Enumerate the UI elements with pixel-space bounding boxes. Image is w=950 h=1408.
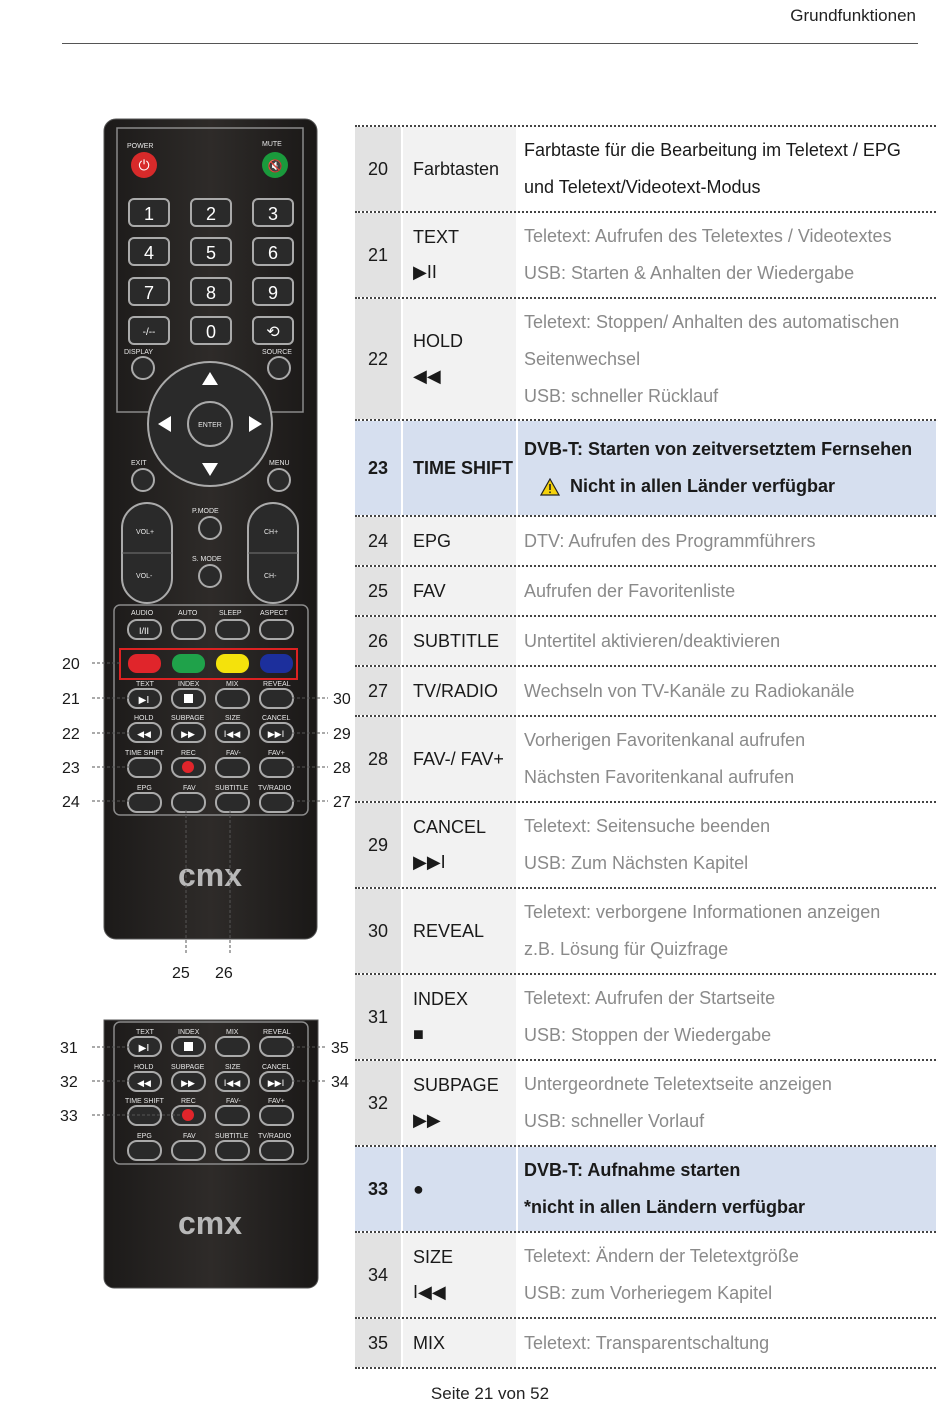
- table-row: [355, 1061, 936, 1147]
- callout-35: 35: [331, 1040, 349, 1057]
- description-line: USB: Zum Nächsten Kapitel: [524, 853, 749, 873]
- svg-text:TIME SHIFT: TIME SHIFT: [125, 1098, 164, 1105]
- row-number: 29: [355, 803, 403, 887]
- table-row: [355, 1319, 936, 1369]
- numkey-7: 7: [143, 283, 155, 303]
- table-row: [355, 1147, 936, 1233]
- row-number: 23: [355, 421, 403, 515]
- key-label: ▶▶I: [413, 852, 446, 872]
- dash-key: -/--: [142, 327, 156, 338]
- menu-button: [268, 469, 290, 491]
- brand-logo: cmx: [177, 857, 243, 893]
- row-key: [403, 617, 518, 665]
- power-label: POWER: [127, 143, 154, 150]
- svg-text:SIZE: SIZE: [225, 1064, 241, 1071]
- svg-text:FAV-: FAV-: [226, 750, 241, 757]
- svg-text:SIZE: SIZE: [225, 715, 241, 722]
- row-key: [403, 1147, 518, 1231]
- row-number: 30: [355, 889, 403, 973]
- remote-detail: [104, 1020, 318, 1288]
- svg-text:REVEAL: REVEAL: [263, 1029, 291, 1036]
- row-number: 27: [355, 667, 403, 715]
- row-key: [403, 1319, 518, 1367]
- numkey-6: 6: [267, 243, 279, 263]
- mute-icon: 🔇: [267, 159, 283, 173]
- row-key: [403, 889, 518, 973]
- callout-20: 20: [62, 656, 80, 673]
- key-label: TV/RADIO: [413, 680, 499, 701]
- description-line: und Teletext/Videotext-Modus: [524, 177, 761, 197]
- row-number: 22: [355, 299, 403, 419]
- description-line: Aufrufen der Favoritenliste: [524, 580, 736, 601]
- row-description: [518, 213, 936, 297]
- display-label: DISPLAY: [124, 349, 154, 356]
- recall-icon: ⟲: [266, 322, 280, 341]
- svg-text:CANCEL: CANCEL: [262, 1064, 291, 1071]
- key-label: MIX: [413, 1332, 446, 1353]
- description-line: *nicht in allen Ländern verfügbar: [524, 1197, 806, 1217]
- key-label: ▶▶: [413, 1110, 441, 1130]
- svg-text:CANCEL: CANCEL: [262, 715, 291, 722]
- svg-text:SLEEP: SLEEP: [219, 610, 242, 617]
- key-label: FAV: [413, 580, 446, 601]
- warning-text: Nicht in allen Länder verfügbar: [570, 476, 836, 496]
- numkey-4: 4: [143, 243, 155, 263]
- row-key: [403, 717, 518, 801]
- row-description: [518, 1061, 936, 1145]
- row-number: 33: [355, 1147, 403, 1231]
- yellow-key: [216, 654, 249, 673]
- numkey-5: 5: [205, 243, 217, 263]
- callout-34: 34: [331, 1074, 349, 1091]
- svg-text:▶▶I: ▶▶I: [267, 1079, 285, 1089]
- callout-29: 29: [333, 726, 351, 743]
- description-line: z.B. Lösung für Quizfrage: [524, 939, 729, 959]
- svg-text:ASPECT: ASPECT: [260, 610, 289, 617]
- svg-text:AUTO: AUTO: [178, 610, 198, 617]
- menu-label: MENU: [269, 460, 290, 467]
- svg-text:MIX: MIX: [226, 681, 239, 688]
- key-label: TEXT: [413, 227, 460, 247]
- row-key: [403, 975, 518, 1059]
- table-row: [355, 889, 936, 975]
- header-title: Grundfunktionen: [790, 6, 916, 25]
- row-description: [518, 667, 936, 715]
- svg-text:TV/RADIO: TV/RADIO: [258, 1133, 292, 1140]
- row-description: [518, 421, 936, 515]
- description-line: USB: zum Vorheriegem Kapitel: [524, 1283, 773, 1303]
- callout-21: 21: [62, 691, 80, 708]
- prev-icon: I◀◀: [223, 730, 241, 740]
- description-line: Teletext: Aufrufen des Teletextes / Videotextes: [524, 226, 892, 246]
- row-description: [518, 975, 936, 1059]
- description-line: Teletext: verborgene Informationen anzeigen: [524, 902, 881, 922]
- svg-text:FAV-: FAV-: [226, 1098, 241, 1105]
- key-label: FAV-/ FAV+: [413, 748, 504, 769]
- rec-icon: [182, 761, 194, 773]
- svg-text:INDEX: INDEX: [178, 681, 200, 688]
- svg-text:▶▶: ▶▶: [181, 1079, 195, 1089]
- callout-27: 27: [333, 794, 351, 811]
- description-line: Teletext: Ändern der Teletextgröße: [524, 1246, 799, 1266]
- key-label: HOLD: [413, 331, 464, 351]
- svg-text:FAV+: FAV+: [268, 1098, 285, 1105]
- description-line: Seitenwechsel: [524, 348, 641, 369]
- description-line: Teletext: Aufrufen der Startseite: [524, 988, 776, 1008]
- table-row: [355, 803, 936, 889]
- mute-label: MUTE: [262, 141, 282, 148]
- power-icon: ⏻: [138, 158, 150, 174]
- pmode-button: [199, 517, 221, 539]
- play-pause-icon: ▶I: [138, 695, 150, 706]
- source-label: SOURCE: [262, 349, 292, 356]
- function-table: [355, 125, 936, 1369]
- row-number: 28: [355, 717, 403, 801]
- svg-text:SUBTITLE: SUBTITLE: [215, 785, 249, 792]
- svg-text:MIX: MIX: [226, 1029, 239, 1036]
- key-label: Farbtasten: [413, 158, 500, 179]
- enter-label: ENTER: [198, 422, 222, 429]
- svg-text:◀◀: ◀◀: [137, 1079, 151, 1089]
- row-key: [403, 213, 518, 297]
- svg-text:REVEAL: REVEAL: [263, 681, 291, 688]
- description-line: Wechseln von TV-Kanäle zu Radiokanäle: [524, 680, 855, 701]
- callout-28: 28: [333, 760, 351, 777]
- smode-label: S. MODE: [192, 556, 222, 563]
- row-description: [518, 717, 936, 801]
- key-label: SIZE: [413, 1247, 454, 1267]
- svg-text:FAV: FAV: [183, 1133, 196, 1140]
- key-label: I◀◀: [413, 1282, 446, 1302]
- row-description: [518, 1233, 936, 1317]
- exit-label: EXIT: [131, 460, 147, 467]
- svg-text:▶I: ▶I: [138, 1043, 150, 1054]
- key-label: TIME SHIFT: [413, 457, 513, 478]
- svg-text:INDEX: INDEX: [178, 1029, 200, 1036]
- rewind-icon: ◀◀: [137, 730, 151, 740]
- svg-text:TIME SHIFT: TIME SHIFT: [125, 750, 164, 757]
- callout-22: 22: [62, 726, 80, 743]
- description-line: Untergeordnete Teletextseite anzeigen: [524, 1074, 832, 1094]
- description-line: DVB-T: Starten von zeitversetztem Fernsehen: [524, 439, 913, 459]
- numkey-1: 1: [143, 204, 155, 224]
- svg-text:FAV: FAV: [183, 785, 196, 792]
- svg-text:HOLD: HOLD: [134, 1064, 154, 1071]
- numkey-3: 3: [267, 204, 279, 224]
- key-label: ◀◀: [413, 366, 441, 386]
- row-description: [518, 567, 936, 615]
- green-key: [172, 654, 205, 673]
- callout-31: 31: [60, 1040, 78, 1057]
- row-description: [518, 1147, 936, 1231]
- table-row: [355, 213, 936, 299]
- row-description: [518, 299, 936, 419]
- description-line: Nächsten Favoritenkanal aufrufen: [524, 767, 795, 787]
- row-key: [403, 667, 518, 715]
- table-row: [355, 975, 936, 1061]
- table-row: [355, 127, 936, 213]
- callout-24: 24: [62, 794, 80, 811]
- callout-26: 26: [215, 965, 233, 982]
- table-row: [355, 667, 936, 717]
- chm-label: CH-: [264, 573, 277, 580]
- description-line: Teletext: Stoppen/ Anhalten des automatischen: [524, 311, 900, 332]
- row-number: 24: [355, 517, 403, 565]
- description-line: Untertitel aktivieren/deaktivieren: [524, 630, 781, 651]
- table-row: [355, 617, 936, 667]
- row-key: [403, 517, 518, 565]
- svg-text:TEXT: TEXT: [136, 1029, 154, 1036]
- chp-label: CH+: [264, 529, 279, 536]
- svg-text:HOLD: HOLD: [134, 715, 154, 722]
- exit-button: [132, 469, 154, 491]
- svg-text:cmx: cmx: [177, 1205, 243, 1241]
- description-line: Farbtaste für die Bearbeitung im Teletext / EPG: [524, 140, 901, 160]
- row-key: [403, 567, 518, 615]
- key-label: ▶II: [413, 262, 437, 282]
- svg-text:I/II: I/II: [138, 626, 150, 636]
- description-line: DTV: Aufrufen des Programmführers: [524, 530, 816, 551]
- smode-button: [199, 565, 221, 587]
- table-row: [355, 567, 936, 617]
- table-row: [355, 421, 936, 517]
- svg-text:AUDIO: AUDIO: [131, 610, 154, 617]
- row-description: [518, 617, 936, 665]
- table-row: [355, 517, 936, 567]
- row-number: 20: [355, 127, 403, 211]
- description-line: USB: Stoppen der Wiedergabe: [524, 1025, 772, 1045]
- page-footer: Seite 21 von 52: [430, 1384, 550, 1403]
- numkey-2: 2: [205, 204, 217, 224]
- red-key: [128, 654, 161, 673]
- row-number: 31: [355, 975, 403, 1059]
- svg-text:FAV+: FAV+: [268, 750, 285, 757]
- callout-30: 30: [333, 691, 351, 708]
- svg-text:REC: REC: [181, 1098, 196, 1105]
- numkey-8: 8: [205, 283, 217, 303]
- key-label: ■: [413, 1024, 424, 1044]
- row-key: [403, 803, 518, 887]
- warning-icon: [540, 478, 560, 496]
- source-button: [268, 357, 290, 379]
- svg-text:TV/RADIO: TV/RADIO: [258, 785, 292, 792]
- next-icon: ▶▶I: [267, 730, 285, 740]
- callout-25: 25: [172, 965, 190, 982]
- key-label: INDEX: [413, 989, 469, 1009]
- svg-text:SUBPAGE: SUBPAGE: [171, 715, 205, 722]
- forward-icon: ▶▶: [181, 730, 195, 740]
- row-description: [518, 889, 936, 973]
- svg-text:SUBTITLE: SUBTITLE: [215, 1133, 249, 1140]
- description-line: DVB-T: Aufnahme starten: [524, 1160, 741, 1180]
- blue-key: [260, 654, 293, 673]
- row-description: [518, 127, 936, 211]
- row-key: [403, 421, 518, 515]
- numkey-0: 0: [205, 322, 217, 342]
- svg-text:EPG: EPG: [137, 785, 152, 792]
- description-line: USB: Starten & Anhalten der Wiedergabe: [524, 263, 855, 283]
- volm-label: VOL-: [136, 573, 153, 580]
- pmode-label: P.MODE: [192, 508, 219, 515]
- key-label: SUBTITLE: [413, 630, 500, 651]
- numkey-9: 9: [267, 283, 279, 303]
- key-label: EPG: [413, 530, 452, 551]
- svg-text:TEXT: TEXT: [136, 681, 154, 688]
- remote-illustration: [0, 0, 355, 1300]
- warning-line: [524, 468, 930, 505]
- row-key: [403, 299, 518, 419]
- key-label: ●: [413, 1178, 424, 1199]
- key-label: REVEAL: [413, 920, 485, 941]
- callout-23: 23: [62, 760, 80, 777]
- callout-32: 32: [60, 1074, 78, 1091]
- description-line: Teletext: Transparentschaltung: [524, 1332, 770, 1353]
- row-key: [403, 1061, 518, 1145]
- row-number: 26: [355, 617, 403, 665]
- key-label: CANCEL: [413, 817, 487, 837]
- row-number: 32: [355, 1061, 403, 1145]
- table-row: [355, 717, 936, 803]
- row-key: [403, 1233, 518, 1317]
- row-description: [518, 517, 936, 565]
- row-number: 34: [355, 1233, 403, 1317]
- row-description: [518, 803, 936, 887]
- row-key: [403, 127, 518, 211]
- svg-text:REC: REC: [181, 750, 196, 757]
- description-line: Vorherigen Favoritenkanal aufrufen: [524, 730, 806, 750]
- description-line: USB: schneller Vorlauf: [524, 1111, 705, 1131]
- row-number: 35: [355, 1319, 403, 1367]
- row-number: 21: [355, 213, 403, 297]
- row-number: 25: [355, 567, 403, 615]
- display-button: [132, 357, 154, 379]
- svg-text:I◀◀: I◀◀: [223, 1079, 241, 1089]
- description-line: Teletext: Seitensuche beenden: [524, 816, 771, 836]
- svg-text:SUBPAGE: SUBPAGE: [171, 1064, 205, 1071]
- volp-label: VOL+: [136, 529, 155, 536]
- row-description: [518, 1319, 936, 1367]
- svg-text:EPG: EPG: [137, 1133, 152, 1140]
- description-line: USB: schneller Rücklauf: [524, 385, 719, 406]
- table-row: [355, 299, 936, 421]
- callout-33: 33: [60, 1108, 78, 1125]
- key-label: SUBPAGE: [413, 1075, 499, 1095]
- table-row: [355, 1233, 936, 1319]
- stop-icon: [184, 694, 193, 703]
